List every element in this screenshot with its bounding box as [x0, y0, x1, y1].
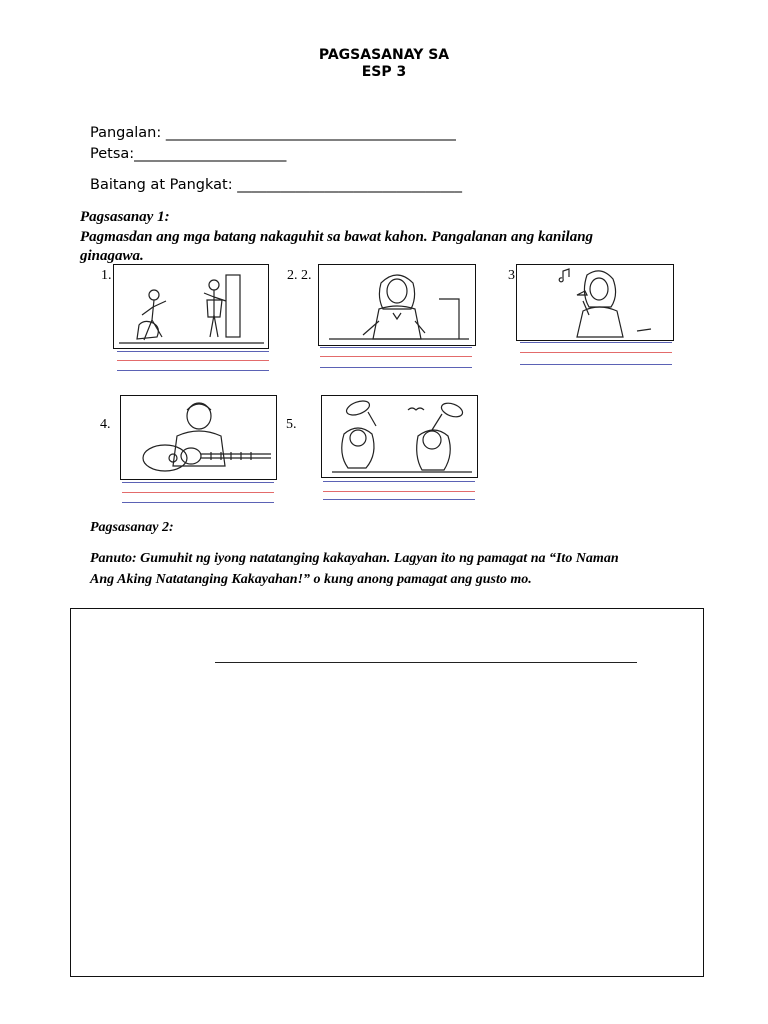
boy-guitar-icon: [120, 395, 277, 480]
drawing-title-line[interactable]: [215, 662, 637, 663]
exercise2-instruction-line1: Panuto: Gumuhit ng iyong natatanging kakayahan. Lagyan ito ng pamagat na “Ito Naman: [90, 551, 619, 566]
exercise2-heading: Pagsasanay 2:: [90, 520, 174, 535]
item-number-4: 4.: [100, 417, 111, 432]
item-number-3: 3: [508, 268, 515, 283]
worksheet-title: PAGSASANAY SA: [318, 47, 450, 63]
grade-section-field[interactable]: Baitang at Pangkat: _______________________________: [90, 177, 462, 193]
date-field[interactable]: Petsa:_____________________: [90, 146, 287, 162]
drawing-area[interactable]: [70, 608, 704, 977]
item-number-2: 2. 2.: [287, 268, 312, 283]
name-field[interactable]: Pangalan: ________________________________________: [90, 125, 456, 141]
children-playing-icon: [113, 264, 269, 349]
item-number-1: 1.: [101, 268, 112, 283]
worksheet-subtitle: ESP 3: [361, 64, 407, 80]
children-badminton-icon: [321, 395, 478, 478]
item-number-5: 5.: [286, 417, 297, 432]
exercise1-heading: Pagsasanay 1:: [80, 209, 170, 225]
girl-writing-icon: [318, 264, 476, 346]
girl-singing-icon: [516, 264, 674, 341]
exercise1-instruction: Pagmasdan ang mga batang nakaguhit sa bawat kahon. Pangalanan ang kanilang ginagawa.: [80, 229, 594, 264]
exercise2-instruction-line2: Ang Aking Natatanging Kakayahan!” o kung anong pamagat ang gusto mo.: [90, 572, 532, 587]
